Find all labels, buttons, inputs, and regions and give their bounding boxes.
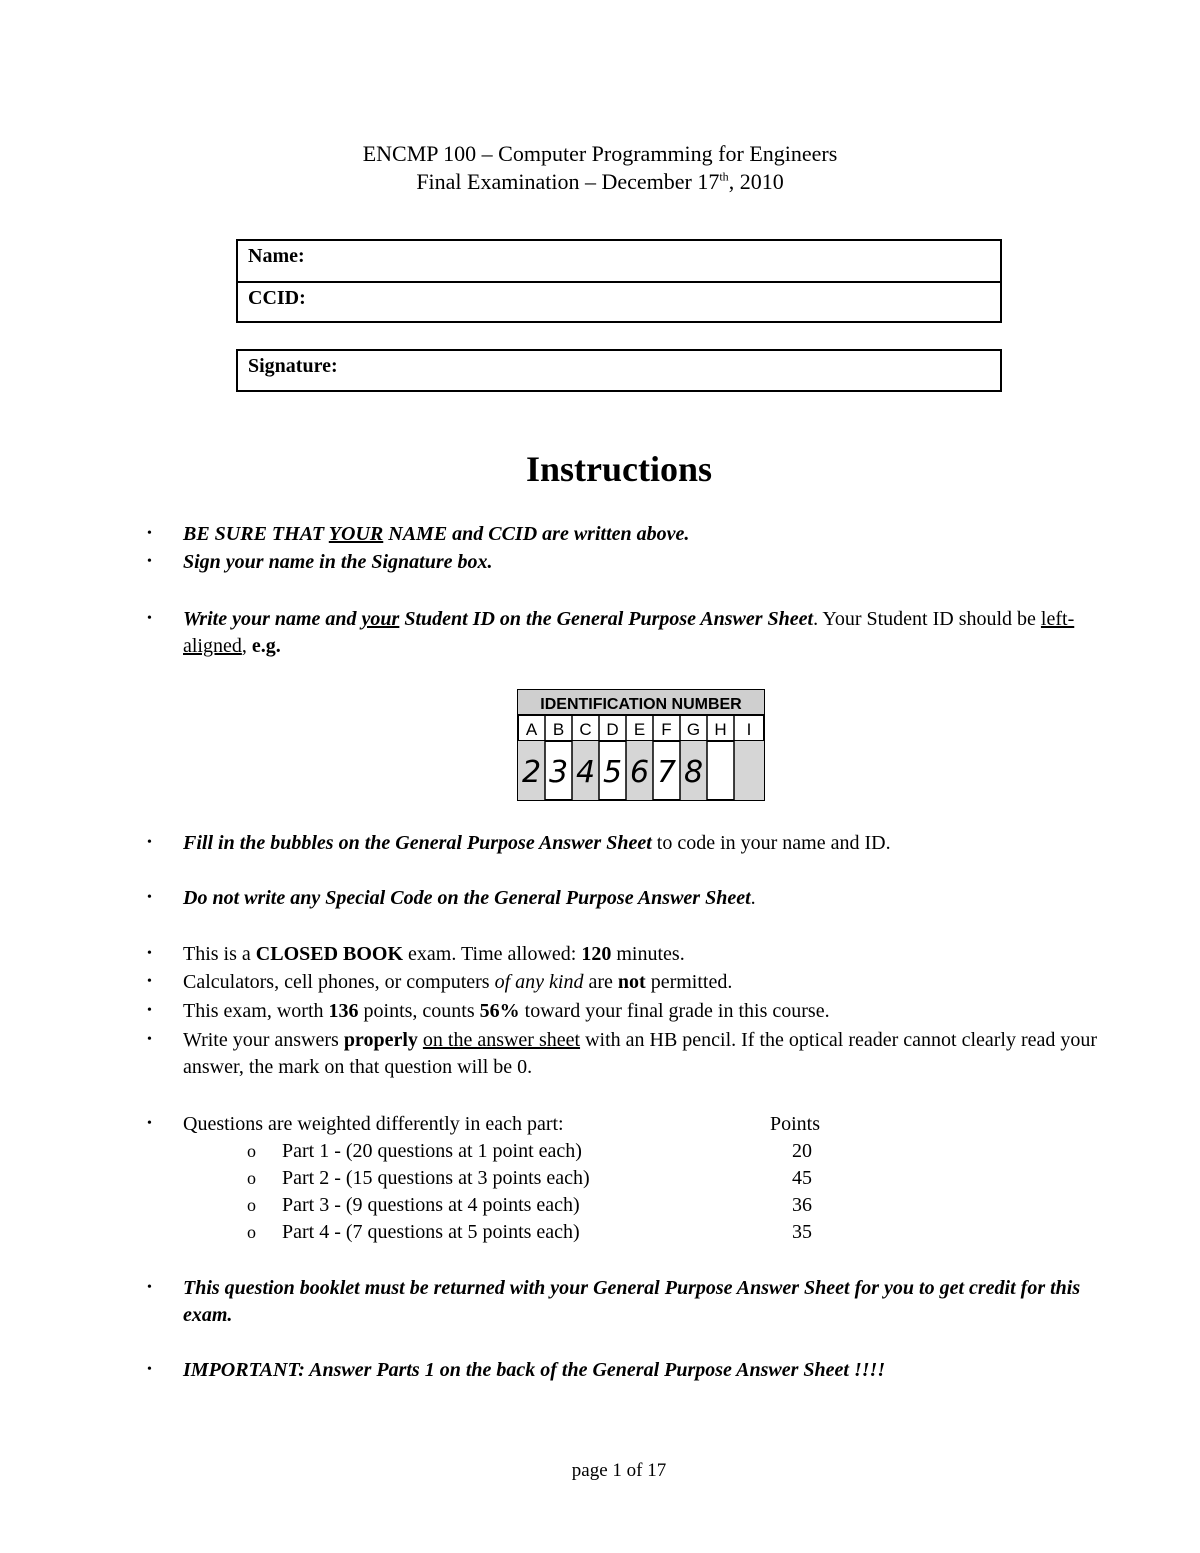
id-column-letter: A	[525, 720, 538, 739]
id-column-letter: H	[714, 720, 727, 739]
sub-bullet-icon: o	[247, 1168, 256, 1188]
id-table-svg	[517, 689, 765, 801]
text-segment: of any kind	[494, 971, 584, 993]
exam-year: , 2010	[728, 169, 784, 194]
bullet-icon: •	[147, 526, 152, 541]
part-points: 45	[792, 1167, 812, 1189]
text-segment: properly	[343, 1029, 418, 1051]
text-segment: Do not write any Special Code on the General Purpose Answer Sheet	[183, 887, 751, 909]
instruction-name-ccid	[183, 521, 1113, 548]
instruction-student-id	[183, 606, 1113, 660]
instruction-weighting: Questions are weighted differently in each part:	[183, 1113, 564, 1135]
text-segment: This exam, worth	[183, 1000, 329, 1022]
text-segment: to code in your name and ID.	[651, 832, 891, 854]
text-segment: are	[583, 971, 618, 993]
instruction-sign-name: Sign your name in the Signature box.	[183, 551, 493, 573]
bullet-icon: •	[147, 1032, 152, 1047]
sub-bullet-icon: o	[247, 1141, 256, 1161]
id-column-letter: G	[686, 720, 701, 739]
name-ccid-box	[236, 239, 1002, 323]
id-column-letter: D	[606, 720, 619, 739]
text-segment: 120	[581, 943, 612, 965]
sub-bullet-icon: o	[247, 1195, 256, 1215]
identification-number-example	[517, 689, 765, 801]
signature-box	[236, 349, 1002, 392]
signature-field[interactable]	[238, 351, 1000, 391]
ccid-field[interactable]	[238, 281, 1000, 321]
id-column-letter: E	[633, 720, 646, 739]
id-cell-shade	[734, 741, 764, 800]
text-segment: not	[617, 971, 646, 993]
instruction-exam-worth	[183, 998, 1113, 1025]
id-handwritten-digit: 2	[521, 755, 542, 790]
id-column-letter: C	[579, 720, 592, 739]
bullet-icon: •	[147, 1116, 152, 1131]
text-segment: minutes.	[611, 943, 685, 965]
id-handwritten-digit: 4	[575, 755, 596, 790]
text-segment: exam. Time allowed:	[403, 943, 582, 965]
text-segment: NAME and CCID are written above.	[383, 523, 690, 545]
bullet-icon: •	[147, 946, 152, 961]
id-handwritten-digit: 7	[656, 755, 677, 790]
text-segment: toward your final grade in this course.	[519, 1000, 830, 1022]
id-table-title: IDENTIFICATION NUMBER	[540, 696, 742, 713]
instruction-no-devices	[183, 969, 1113, 996]
text-segment: CLOSED BOOK	[255, 943, 404, 965]
text-segment: 136	[328, 1000, 359, 1022]
instruction-write-answers	[183, 1027, 1113, 1081]
ccid-label: CCID:	[248, 287, 306, 309]
text-segment: left-aligned	[183, 608, 1075, 657]
exam-date-text: Final Examination – December 17	[416, 169, 720, 194]
part-points: 20	[792, 1140, 812, 1162]
text-segment: BE SURE THAT	[183, 523, 329, 545]
id-handwritten-digit: 6	[629, 755, 650, 790]
exam-date-line	[0, 168, 1200, 196]
name-label: Name:	[248, 245, 305, 267]
instruction-fill-bubbles	[183, 830, 1113, 857]
text-segment: This is a	[183, 943, 256, 965]
bullet-icon: •	[147, 890, 152, 905]
instruction-special-code	[183, 885, 1113, 912]
text-segment: with an HB pencil. If the optical reader cannot clearly read your answer, the mark on that question will be 0.	[183, 1029, 1098, 1078]
instruction-return-booklet: This question booklet must be returned with your General Purpose Answer Sheet for you to get credit for this exam.	[183, 1277, 1081, 1326]
id-handwritten-digit: 8	[683, 755, 704, 790]
bullet-icon: •	[147, 1280, 152, 1295]
bullet-icon: •	[147, 1362, 152, 1377]
course-title: ENCMP 100 – Computer Programming for Engineers	[362, 141, 838, 166]
text-segment: ,	[241, 635, 252, 657]
text-segment: Write your answers	[183, 1029, 344, 1051]
bullet-icon: •	[147, 554, 152, 569]
bullet-icon: •	[147, 1003, 152, 1018]
part-points: 36	[792, 1194, 812, 1216]
exam-header	[0, 140, 1200, 196]
text-segment: .	[750, 887, 756, 909]
id-handwritten-digit: 3	[548, 755, 569, 790]
part-label: Part 1 - (20 questions at 1 point each)	[282, 1140, 582, 1162]
part-label: Part 2 - (15 questions at 3 points each)	[282, 1167, 590, 1189]
text-segment: 56%	[479, 1000, 520, 1022]
part-label: Part 3 - (9 questions at 4 points each)	[282, 1194, 580, 1216]
text-segment: YOUR	[328, 523, 384, 545]
text-segment: points, counts	[358, 1000, 480, 1022]
instruction-closed-book	[183, 941, 1113, 968]
id-column-letter: B	[552, 720, 565, 739]
id-column-letter: F	[661, 720, 672, 739]
bullet-icon: •	[147, 974, 152, 989]
id-column-letter: I	[746, 720, 752, 739]
points-header: Points	[770, 1113, 821, 1135]
text-segment: . Your Student ID should be	[813, 608, 1041, 630]
sub-bullet-icon: o	[247, 1222, 256, 1242]
text-segment: your	[361, 608, 400, 630]
text-segment: Fill in the bubbles on the General Purpose Answer Sheet	[183, 832, 652, 854]
instruction-important: IMPORTANT: Answer Parts 1 on the back of the General Purpose Answer Sheet !!!!	[183, 1359, 886, 1381]
part-points: 35	[792, 1221, 812, 1243]
text-segment: Calculators, cell phones, or computers	[183, 971, 495, 993]
instructions-title: Instructions	[525, 449, 713, 489]
bullet-icon: •	[147, 835, 152, 850]
part-label: Part 4 - (7 questions at 5 points each)	[282, 1221, 580, 1243]
page-number: page 1 of 17	[571, 1460, 667, 1481]
id-handwritten-digit: 5	[602, 755, 623, 790]
text-segment: on the answer sheet	[422, 1029, 581, 1051]
name-field[interactable]	[238, 241, 1000, 281]
date-superscript: th	[719, 169, 729, 184]
text-segment: e.g.	[251, 635, 281, 657]
bullet-icon: •	[147, 611, 152, 626]
signature-label: Signature:	[248, 355, 338, 377]
text-segment: permitted.	[645, 971, 733, 993]
text-segment: Student ID on the General Purpose Answer Sheet	[399, 608, 814, 630]
text-segment: Write your name and	[183, 608, 362, 630]
